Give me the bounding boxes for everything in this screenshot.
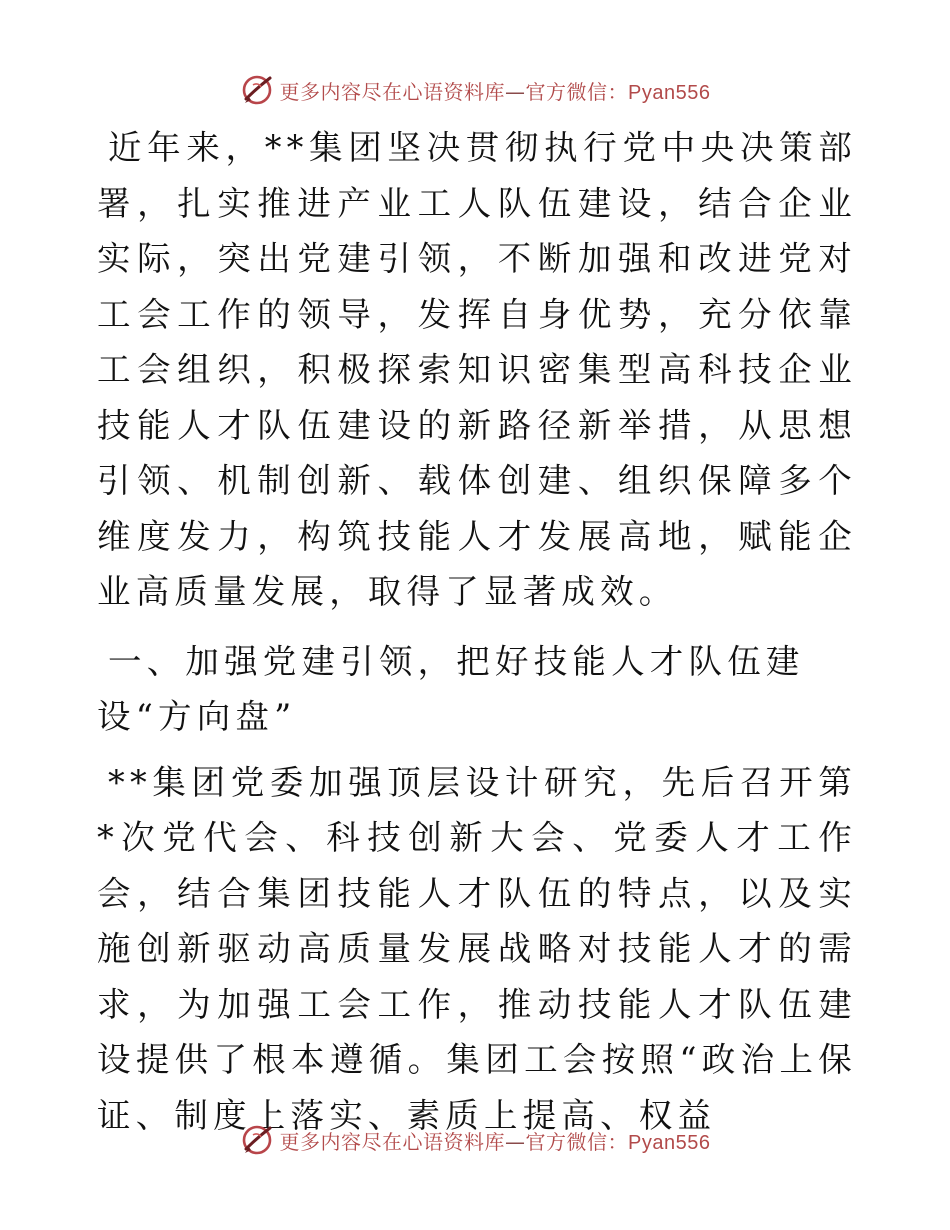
document-body [97, 120, 857, 1143]
section-heading-1: 一、加强党建引领，把好技能人才队伍建设“方向盘” [97, 641, 805, 736]
watermark-separator: — [505, 1129, 526, 1154]
paragraph-intro: 近年来，**集团坚决贯彻执行党中央决策部署，扎实推进产业工人队伍建设，结合企业实际，突出党建引领，不断加强和改进党对工会工作的领导，发挥自身优势，充分依靠工会组织，积极探索知识密集型高科技企业技能人才队伍建设的新路径新举措，从思想引领、机制创新、载体创建、组织保障多个维度发力，构筑技能人才发展高地，赋能企业高质量发展，取得了显著成效。 [97, 128, 857, 611]
watermark-site: 更多内容尽在心语资料库 [279, 79, 506, 104]
watermark-account: Pyan556 [628, 1131, 711, 1154]
watermark-text [280, 76, 711, 105]
watermark-wechat-label: 官方微信： [525, 79, 629, 104]
watermark-account: Pyan556 [628, 81, 711, 104]
watermark-text [280, 1126, 711, 1155]
watermark-header [0, 70, 950, 110]
watermark-site: 更多内容尽在心语资料库 [279, 1129, 506, 1154]
watermark-separator: — [505, 79, 526, 104]
watermark-wechat-label: 官方微信： [525, 1129, 629, 1154]
paragraph-section-1: **集团党委加强顶层设计研究，先后召开第*次党代会、科技创新大会、党委人才工作会，结合集团技能人才队伍的特点，以及实施创新驱动高质量发展战略对技能人才的需求，为加强工会工作，推动技能人才队伍建设提供了根本遵循。集团工会按照“政治上保证、制度上落实、素质上提高、权益 [97, 762, 857, 1135]
pen-logo-icon [240, 1123, 274, 1157]
watermark-footer [0, 1120, 950, 1160]
pen-logo-icon [240, 73, 274, 107]
